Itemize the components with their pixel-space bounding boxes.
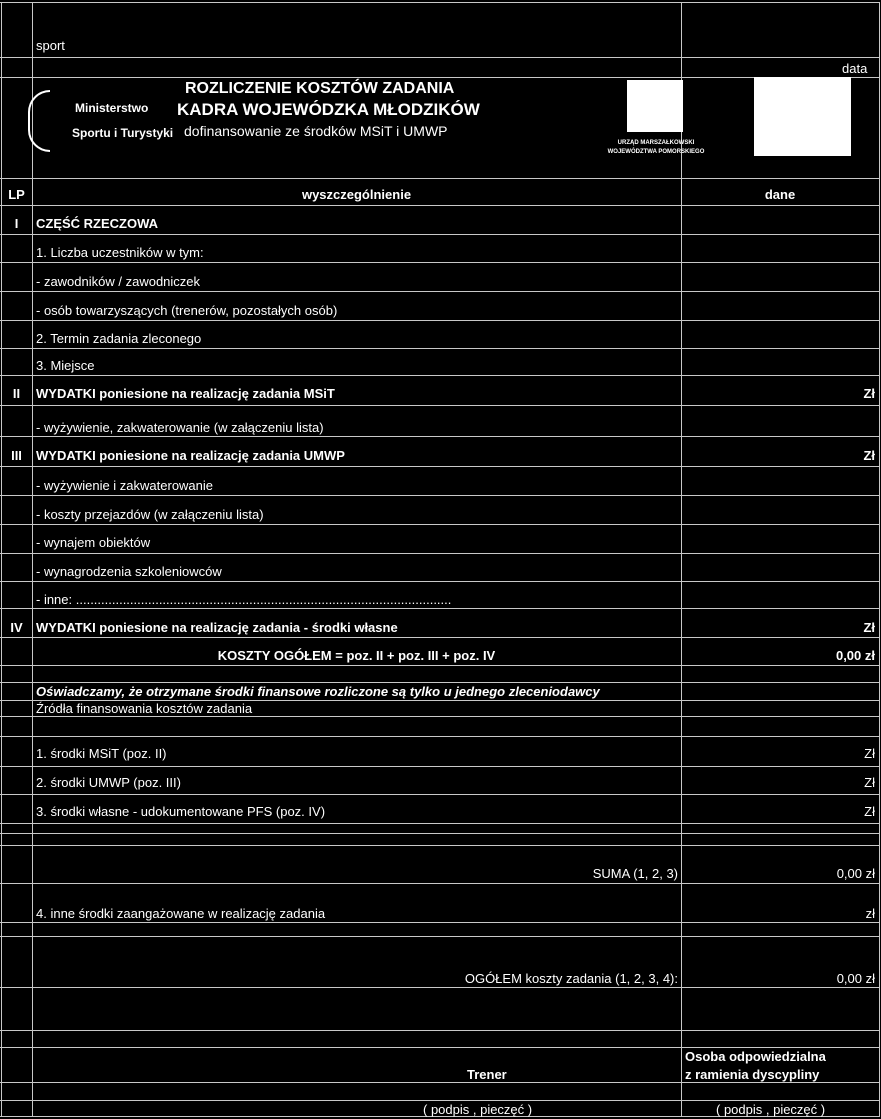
row-value: Zł	[863, 620, 875, 635]
grid-line	[0, 608, 879, 609]
row-label: 1. Liczba uczestników w tym:	[36, 245, 204, 260]
grid-line	[0, 1047, 879, 1048]
source-row-label: 1. środki MSiT (poz. II)	[36, 746, 167, 761]
row-label: - inne: ........................................................................................................	[36, 592, 452, 607]
grid-line	[0, 736, 879, 737]
grid-line	[0, 637, 879, 638]
row-lp: IV	[10, 620, 23, 635]
row-label: - koszty przejazdów (w załączeniu lista)	[36, 507, 264, 522]
grid-line	[0, 436, 879, 437]
section-label: CZĘŚĆ RZECZOWA	[36, 216, 159, 231]
row-label: - wyżywienie i zakwaterowanie	[36, 478, 214, 493]
grand-total-value: 0,00 zł	[836, 971, 875, 986]
grid-line	[0, 178, 879, 179]
office-name-line1: URZĄD MARSZAŁKOWSKI	[617, 140, 695, 146]
grid-line	[681, 2, 682, 1117]
row-label: - wynagrodzenia szkoleniowców	[36, 564, 222, 579]
ministry-logo-swoosh	[28, 90, 50, 152]
sport-label: sport	[36, 38, 65, 53]
grid-line	[0, 348, 879, 349]
section-label: WYDATKI poniesione na realizację zadania UMWP	[36, 448, 345, 463]
sources-title: Źródła finansowania kosztów zadania	[36, 701, 253, 716]
trainer-signature-hint: ( podpis , pieczęć )	[423, 1102, 533, 1117]
grid-line	[0, 581, 879, 582]
grid-line	[0, 262, 879, 263]
grid-line	[879, 2, 880, 1117]
source-row-value: Zł	[864, 804, 875, 819]
grid-line	[0, 936, 879, 937]
source-row-value: Zł	[864, 746, 875, 761]
statement-text: Oświadczamy, że otrzymane środki finansowe rozliczone są tylko u jednego zleceniodawcy	[36, 684, 600, 699]
responsible-label-line1: Osoba odpowiedzialna	[685, 1049, 826, 1064]
grid-line	[0, 833, 879, 834]
row-value: Zł	[863, 386, 875, 401]
grid-line	[0, 57, 879, 58]
row-label: - wyżywienie, zakwaterowanie (w załączeniu lista)	[36, 420, 324, 435]
grid-line	[0, 794, 879, 795]
sum-label: SUMA (1, 2, 3)	[592, 866, 678, 881]
grid-line	[0, 405, 879, 406]
funding-line: dofinansowanie ze środków MSiT i UMWP	[184, 123, 448, 139]
grid-line	[0, 922, 879, 923]
grid-line	[0, 291, 879, 292]
stamp-box	[754, 77, 851, 156]
grid-line	[0, 205, 879, 206]
row-label: - zawodników / zawodniczek	[36, 274, 201, 289]
col-desc-header: wyszczególnienie	[301, 187, 412, 202]
grid-line	[0, 375, 879, 376]
col-data-header: dane	[764, 187, 796, 202]
row-label: - osób towarzyszących (trenerów, pozostałych osób)	[36, 303, 338, 318]
grid-line	[0, 1100, 879, 1101]
source-row-label: 3. środki własne - udokumentowane PFS (poz. IV)	[36, 804, 326, 819]
col-lp-header: LP	[8, 187, 25, 202]
grid-line	[1, 2, 2, 1117]
grid-line	[0, 320, 879, 321]
grid-line	[0, 766, 879, 767]
source-row-label: 4. inne środki zaangażowane w realizację zadania	[36, 906, 326, 921]
total-value: 0,00 zł	[835, 648, 875, 663]
grid-line	[0, 665, 879, 666]
source-row-label: 2. środki UMWP (poz. III)	[36, 775, 181, 790]
grid-line	[0, 987, 879, 988]
document-title: ROZLICZENIE KOSZTÓW ZADANIA	[185, 80, 455, 97]
grid-line	[32, 2, 33, 1117]
row-label: 3. Miejsce	[36, 358, 95, 373]
section-label: WYDATKI poniesione na realizację zadania - środki własne	[36, 620, 398, 635]
grid-line	[0, 495, 879, 496]
grid-line	[0, 77, 879, 78]
grid-line	[0, 1030, 879, 1031]
row-lp: II	[12, 386, 21, 401]
grid-line	[0, 682, 879, 683]
row-label: 2. Termin zadania zleconego	[36, 331, 202, 346]
grid-line	[0, 823, 879, 824]
sum-value: 0,00 zł	[836, 866, 875, 881]
grid-line	[0, 716, 879, 717]
office-logo	[627, 80, 683, 132]
grid-line	[0, 883, 879, 884]
row-lp: III	[11, 448, 22, 463]
source-row-value: zł	[865, 906, 875, 921]
source-row-value: Zł	[864, 775, 875, 790]
office-name-line2: WOJEWÓDZTWA POMORSKIEGO	[607, 149, 705, 155]
grid-line	[0, 553, 879, 554]
section-label: WYDATKI poniesione na realizację zadania MSiT	[36, 386, 335, 401]
document-subtitle: KADRA WOJEWÓDZKA MŁODZIKÓW	[177, 100, 480, 119]
responsible-signature-hint: ( podpis , pieczęć )	[716, 1102, 826, 1117]
grand-total-label: OGÓŁEM koszty zadania (1, 2, 3, 4):	[464, 971, 678, 986]
grid-line	[0, 2, 879, 3]
grid-line	[0, 1082, 879, 1083]
row-label: - wynajem obiektów	[36, 535, 151, 550]
grid-line	[0, 234, 879, 235]
row-lp: I	[14, 216, 19, 231]
ministry-name-line2: Sportu i Turystyki	[72, 126, 174, 140]
grid-line	[0, 466, 879, 467]
responsible-label-line2: z ramienia dyscypliny	[685, 1067, 820, 1082]
grid-line	[0, 845, 879, 846]
ministry-name-line1: Ministerstwo	[75, 101, 149, 115]
total-label: KOSZTY OGÓŁEM = poz. II + poz. III + poz. IV	[217, 648, 496, 663]
grid-line	[0, 524, 879, 525]
row-value: Zł	[863, 448, 875, 463]
trainer-label: Trener	[467, 1067, 507, 1082]
date-label: data	[842, 61, 868, 76]
